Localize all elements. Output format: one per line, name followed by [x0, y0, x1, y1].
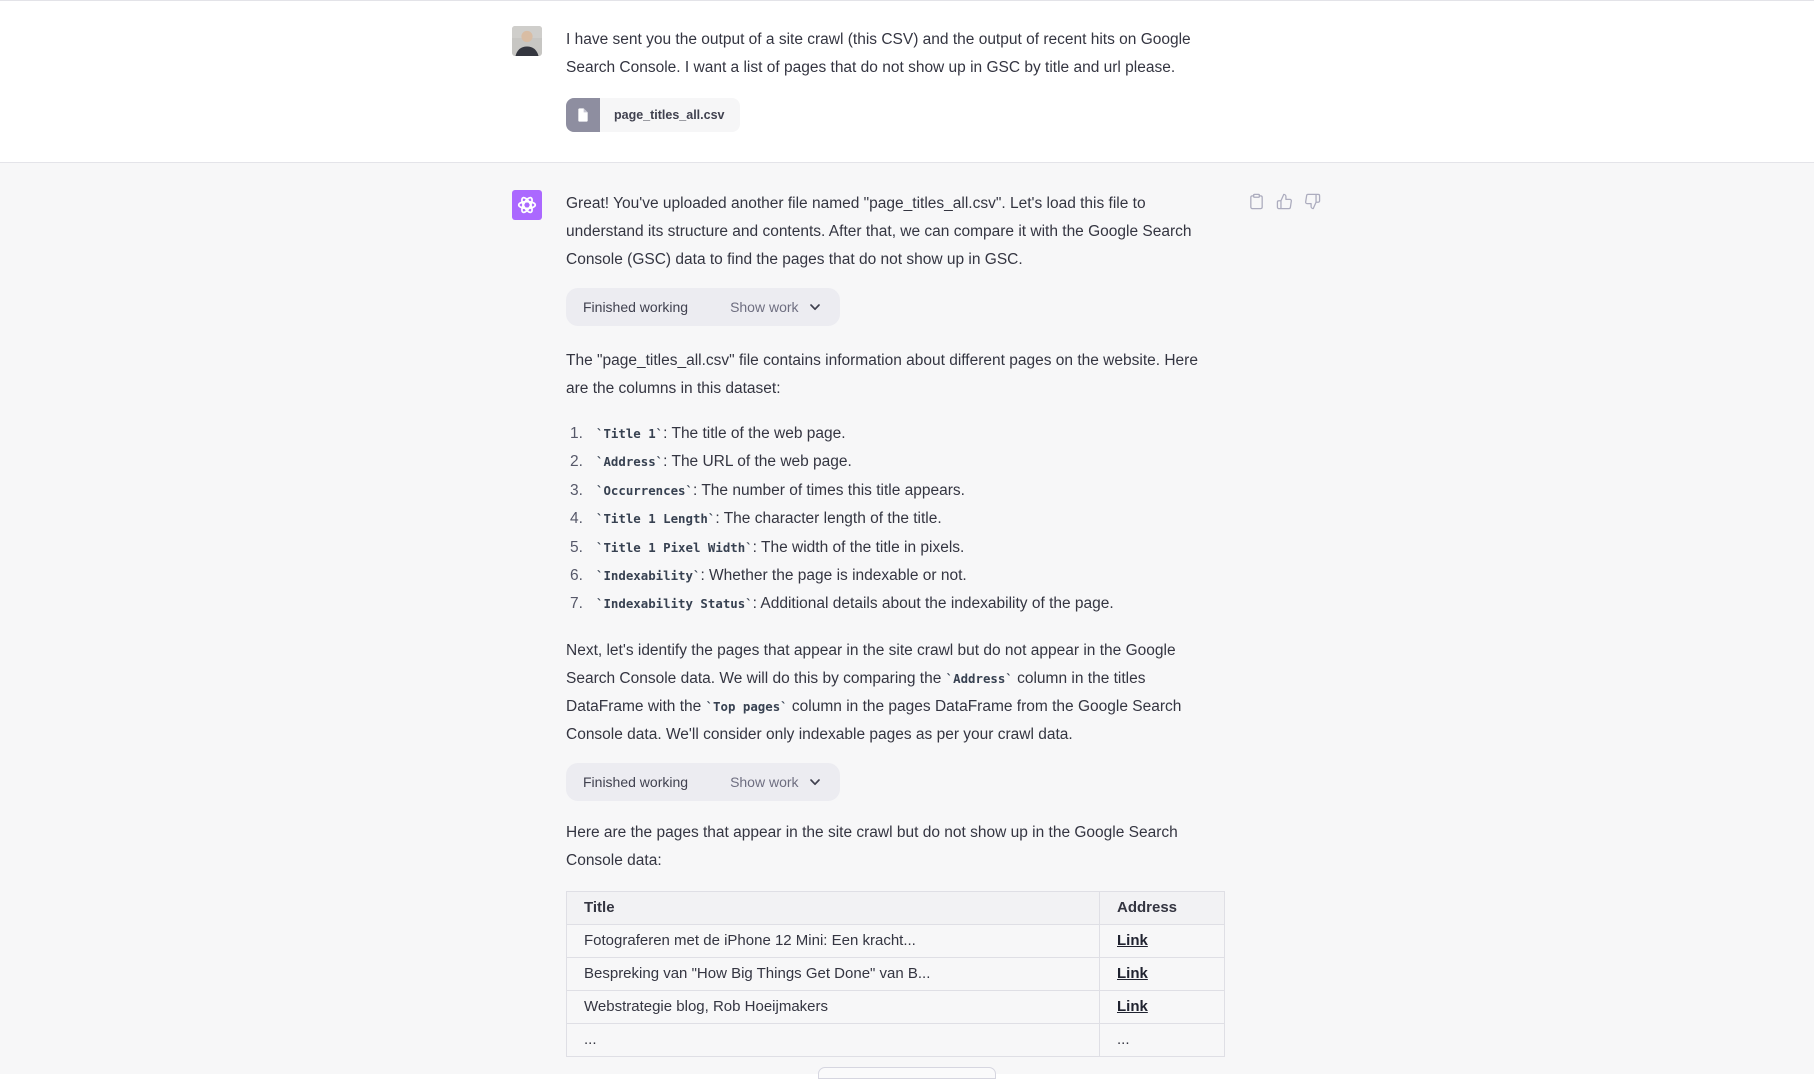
- column-code: `Occurrences`: [596, 482, 693, 498]
- column-code: `Indexability Status`: [596, 596, 753, 612]
- user-message: I have sent you the output of a site crawl (this CSV) and the output of recent hits on Google Search Console. I want a list of pages that do not show up in GSC by title and url please.: [566, 31, 1191, 76]
- column-desc: : The number of times this title appears.: [692, 481, 965, 499]
- column-code: `Title 1 Length`: [596, 511, 716, 527]
- top-pages-code: `Top pages`: [705, 698, 788, 714]
- user-avatar: [512, 26, 542, 56]
- cell-title: Webstrategie blog, Rob Hoeijmakers: [567, 990, 1100, 1023]
- work-status-label: Finished working: [583, 773, 689, 790]
- column-desc: : Additional details about the indexability of the page.: [752, 595, 1114, 613]
- show-work-button-2[interactable]: [566, 763, 840, 801]
- table-row: [567, 924, 1225, 957]
- attachment-filename: page_titles_all.csv: [614, 108, 725, 122]
- thumbs-down-icon[interactable]: [1304, 193, 1321, 210]
- page-link[interactable]: Link: [1117, 997, 1148, 1015]
- compare-text: column in the pages DataFrame from the Google Search Console data. We'll consider only indexable pages as per your crawl data.: [566, 697, 1182, 743]
- columns-list: [566, 420, 1224, 619]
- regenerate-button-partial[interactable]: [818, 1067, 996, 1079]
- compare-text: column in the titles DataFrame with the: [566, 669, 1146, 715]
- compare-text: Next, let's identify the pages that appear in the site crawl but do not appear in the Google Search Console data. We will do this by comparing the: [566, 641, 1176, 687]
- work-status-label: Finished working: [583, 299, 689, 315]
- column-code: `Indexability`: [596, 568, 701, 584]
- table-row: [567, 1023, 1225, 1056]
- column-desc: : Whether the page is indexable or not.: [700, 567, 967, 585]
- page-link[interactable]: Link: [1117, 931, 1148, 949]
- list-item: [596, 505, 1224, 533]
- address-code: `Address`: [945, 670, 1013, 686]
- results-intro-paragraph: Here are the pages that appear in the site crawl but do not show up in the Google Search Console data:: [566, 823, 1178, 869]
- list-item: [596, 590, 1224, 618]
- chevron-down-icon: [807, 299, 823, 315]
- cell-title: Bespreking van "How Big Things Get Done" van B...: [567, 957, 1100, 990]
- file-icon: [566, 98, 600, 132]
- column-desc: : The URL of the web page.: [663, 453, 852, 471]
- table-row: [567, 990, 1225, 1023]
- table-header-address: Address: [1100, 891, 1225, 924]
- column-desc: : The character length of the title.: [715, 510, 942, 528]
- page-link[interactable]: Link: [1117, 964, 1148, 982]
- assistant-avatar: [512, 190, 542, 220]
- results-table: [566, 891, 1225, 1057]
- list-item: [596, 420, 1224, 448]
- cell-address: [1100, 924, 1225, 957]
- attachment-chip[interactable]: [566, 98, 740, 132]
- column-code: `Title 1 Pixel Width`: [596, 539, 753, 555]
- cell-address: [1100, 990, 1225, 1023]
- column-desc: : The width of the title in pixels.: [752, 538, 965, 556]
- show-work-label: Show work: [730, 299, 799, 315]
- assistant-turn: [0, 163, 1814, 1074]
- table-header-row: [567, 891, 1225, 924]
- cell-address: ...: [1100, 1023, 1225, 1056]
- compare-paragraph: [566, 637, 1224, 749]
- user-avatar-image: [512, 26, 542, 56]
- show-work-label: Show work: [730, 773, 799, 790]
- column-code: `Address`: [596, 454, 664, 470]
- copy-icon[interactable]: [1248, 193, 1265, 210]
- thumbs-up-icon[interactable]: [1276, 193, 1293, 210]
- intro-paragraph: Great! You've uploaded another file named "page_titles_all.csv". Let's load this file to understand its structure and contents. After that, we can compare it with the Google Search Console (GSC) data to find the pages that do not show up in GSC.: [566, 195, 1192, 268]
- column-desc: : The title of the web page.: [663, 425, 846, 442]
- openai-logo-icon: [516, 194, 538, 216]
- cell-address: [1100, 957, 1225, 990]
- list-item: [596, 448, 1224, 476]
- show-work-button-1[interactable]: [566, 288, 840, 326]
- dataset-intro-paragraph: The "page_titles_all.csv" file contains information about different pages on the website. Here are the columns in this dataset:: [566, 352, 1198, 397]
- cell-title: ...: [567, 1023, 1100, 1056]
- table-header-title: Title: [567, 891, 1100, 924]
- table-row: [567, 957, 1225, 990]
- list-item: [596, 477, 1224, 505]
- chevron-down-icon: [807, 774, 823, 790]
- list-item: [596, 562, 1224, 590]
- column-code: `Title 1`: [596, 426, 664, 441]
- list-item: [596, 534, 1224, 562]
- user-turn: [0, 0, 1814, 163]
- assistant-message: [566, 190, 1224, 1057]
- cell-title: Fotograferen met de iPhone 12 Mini: Een kracht...: [567, 924, 1100, 957]
- message-actions: [1248, 190, 1321, 1057]
